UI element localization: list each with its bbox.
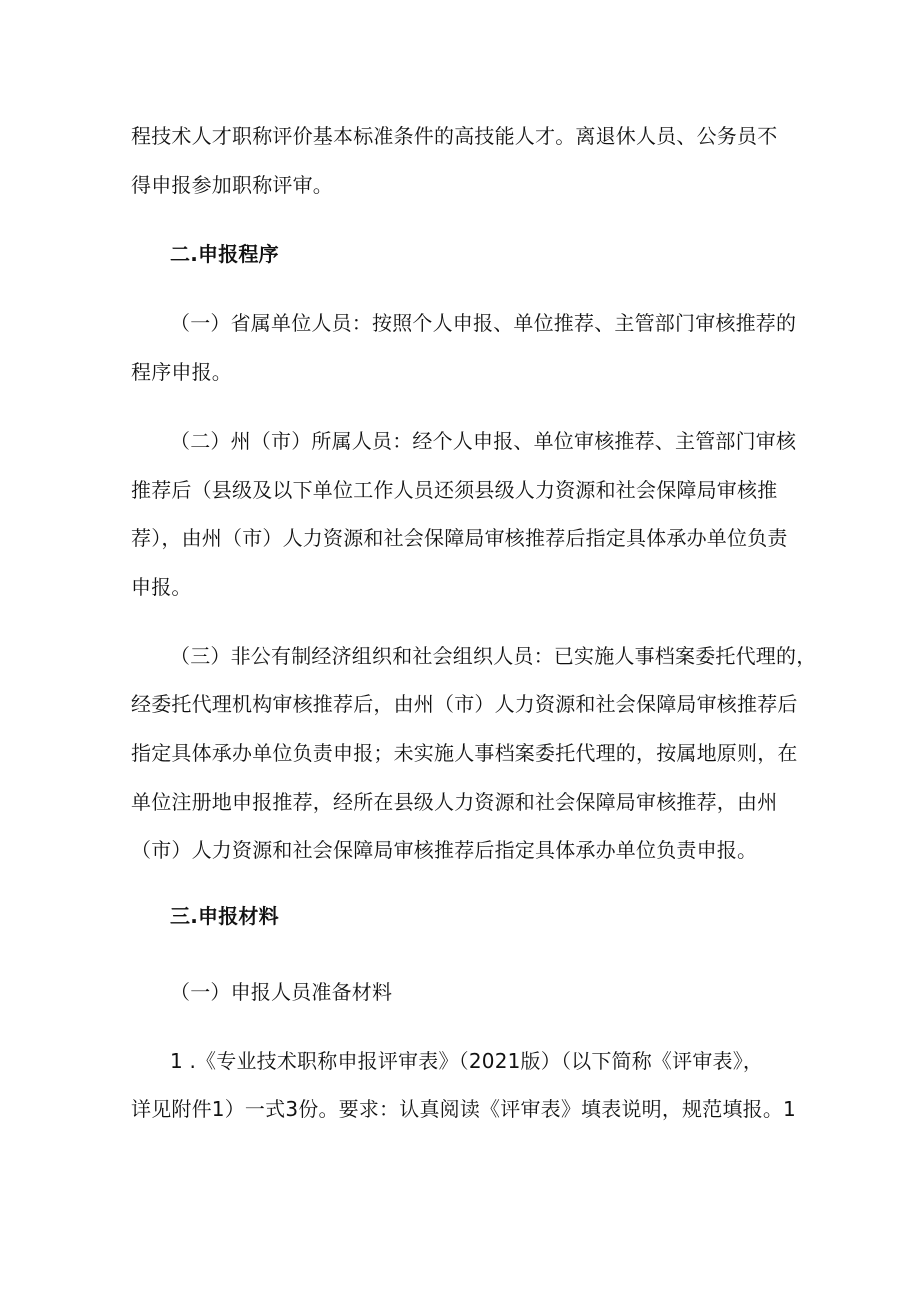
section-2-item-2-line-4: 申报。 xyxy=(131,575,192,599)
section-2-item-3-line-1: （三）非公有制经济组织和社会组织人员：已实施人事档案委托代理的， xyxy=(170,644,817,668)
section-2-item-3-line-5: （市）人力资源和社会保障局审核推荐后指定具体承办单位负责申报。 xyxy=(131,838,758,862)
section-2-item-3-line-3: 指定具体承办单位负责申报；未实施人事档案委托代理的，按属地原则，在 xyxy=(131,741,798,765)
section-3-item-1-line-1: 1 .《专业技术职称申报评审表》（2021版）（以下简称《评审表》， xyxy=(170,1049,764,1073)
section-2-item-2-line-3: 荐），由州（市）人力资源和社会保障局审核推荐后指定具体承办单位负责 xyxy=(131,526,788,550)
intro-line-2: 得申报参加职称评审。 xyxy=(131,173,333,197)
section-2-item-2-line-2: 推荐后（县级及以下单位工作人员还须县级人力资源和社会保障局审核推 xyxy=(131,478,778,502)
intro-line-1: 程技术人才职称评价基本标准条件的高技能人才。离退休人员、公务员不 xyxy=(131,124,778,148)
section-3-subheading: （一）申报人员准备材料 xyxy=(170,980,393,1004)
section-2-heading: 二.申报程序 xyxy=(170,242,279,266)
section-2-item-3-line-2: 经委托代理机构审核推荐后，由州（市）人力资源和社会保障局审核推荐后 xyxy=(131,692,798,716)
section-3-item-1-line-2: 详见附件1）一式3份。要求：认真阅读《评审表》填表说明，规范填报。1 xyxy=(131,1097,796,1121)
section-2-item-1-line-2: 程序申报。 xyxy=(131,360,232,384)
section-2-item-1-line-1: （一）省属单位人员：按照个人申报、单位推荐、主管部门审核推荐的 xyxy=(170,311,797,335)
section-2-item-2-line-1: （二）州（市）所属人员：经个人申报、单位审核推荐、主管部门审核 xyxy=(170,429,797,453)
section-2-item-3-line-4: 单位注册地申报推荐，经所在县级人力资源和社会保障局审核推荐，由州 xyxy=(131,790,778,814)
section-3-heading: 三.申报材料 xyxy=(170,904,279,928)
